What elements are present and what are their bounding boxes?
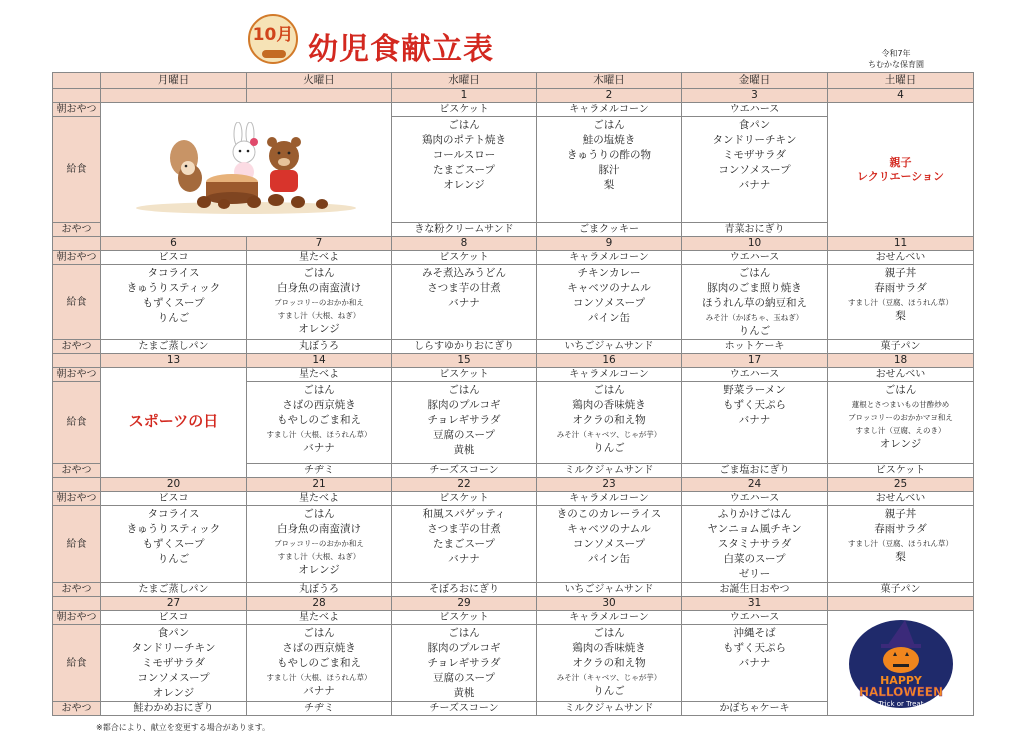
am-snack-cell: ビスコ [101,611,247,625]
lunch-cell [101,506,247,583]
menu-item: 豚肉のごま照り焼き [707,282,802,294]
lunch-cell [247,625,392,702]
date-cell: 3 [682,89,828,103]
menu-item: バナナ [303,442,335,454]
pm-snack-cell: ビスケット [828,464,974,478]
menu-item: すまし汁（大根、ねぎ） [277,311,361,320]
pumpkin-icon [883,647,919,673]
menu-item: もずく天ぷら [723,642,786,654]
menu-item: ごはん [448,384,480,396]
lunch-cell [247,506,392,583]
menu-item: タコライス [147,267,200,279]
weekday-fri: 金曜日 [682,73,828,89]
rabbit-icon [233,122,258,182]
menu-item: オレンジ [298,564,340,576]
menu-item: オレンジ [879,438,922,450]
am-snack-label: 朝おやつ [53,251,101,265]
menu-item: ミモザサラダ [723,149,786,161]
menu-item: ごはん [448,119,480,131]
date-row-label [53,478,101,492]
menu-item: 野菜ラーメン [723,384,786,396]
date-cell: 4 [828,89,974,103]
date-cell: 2 [537,89,682,103]
menu-item: 梨 [895,310,906,322]
menu-item: 鶏肉の香味焼き [572,642,646,654]
am-snack-cell: 星たべよ [247,611,392,625]
halloween-title-text: HALLOWEEN [858,685,943,699]
menu-item: 豚汁 [598,164,620,176]
menu-item: たまごスープ [433,164,495,176]
weekday-sat: 土曜日 [828,73,974,89]
menu-item: すまし汁（豆腐、ほうれん草） [848,539,953,548]
week-1-date-row [53,89,974,103]
week-2-am-snack-row [53,251,974,265]
weekday-tue: 火曜日 [247,73,392,89]
am-snack-cell: ビスケット [392,103,537,117]
pumpkin-leaf-icon [262,50,286,58]
pm-snack-cell: 青菜おにぎり [682,223,828,237]
am-snack-cell: ウエハース [682,492,828,506]
lunch-cell [682,506,828,583]
menu-item: ヤンニョム風チキン [707,523,802,535]
menu-item: きゅうりスティック [126,523,221,535]
menu-item: 和風スパゲッティ [422,508,506,520]
am-snack-label: 朝おやつ [53,368,101,382]
pm-snack-cell: 鮭わかめおにぎり [101,702,247,716]
menu-item: もずくスープ [142,538,205,550]
menu-item: バナナ [738,179,771,191]
menu-item: ごはん [593,627,625,639]
date-cell [101,89,247,103]
date-cell: 10 [682,237,828,251]
lunch-cell [537,265,682,340]
lunch-cell [828,265,974,340]
lunch-cell [247,382,392,464]
pm-snack-cell: 菓子パン [828,583,974,597]
pm-snack-cell: 菓子パン [828,340,974,354]
pm-snack-cell: しらすゆかりおにぎり [392,340,537,354]
am-snack-cell: おせんべい [828,492,974,506]
weekday-wed: 水曜日 [392,73,537,89]
pm-snack-cell: チヂミ [247,702,392,716]
date-cell: 28 [247,597,392,611]
menu-item: 黄桃 [453,687,475,699]
menu-item: ブロッコリーのおかか和え [274,298,364,307]
lunch-cell [392,506,537,583]
date-cell: 22 [392,478,537,492]
week-5-am-snack-row [53,611,974,625]
menu-item: オクラの和え物 [572,657,646,669]
date-cell: 25 [828,478,974,492]
am-snack-cell: ウエハース [682,368,828,382]
weekday-thu: 木曜日 [537,73,682,89]
am-snack-cell: ビスケット [392,492,537,506]
week-3-date-row [53,354,974,368]
am-snack-cell: 星たべよ [247,251,392,265]
menu-item: 鶏肉の香味焼き [572,399,646,411]
am-snack-cell: 星たべよ [247,492,392,506]
menu-item: ごはん [303,267,335,279]
pm-snack-cell: 丸ぼうろ [247,340,392,354]
squirrel-bear-chestnut-illustration [126,122,366,218]
menu-item: 豆腐のスープ [433,672,495,684]
pm-snack-cell: かぼちゃケーキ [682,702,828,716]
am-snack-label: 朝おやつ [53,103,101,117]
week-5-date-row [53,597,974,611]
menu-item: もやしのごま和え [277,657,361,669]
pm-snack-cell: たまご蒸しパン [101,340,247,354]
week-4-lunch-row [53,506,974,583]
menu-item: すまし汁（大根、ねぎ） [277,552,361,561]
menu-item: 豚肉のプルコギ [427,399,501,411]
menu-item: すまし汁（大根、ほうれん草） [266,673,372,682]
menu-item: 豚肉のプルコギ [427,642,501,654]
pm-snack-label: おやつ [53,464,101,478]
date-cell: 24 [682,478,828,492]
month-badge-text: 10月 [252,25,294,45]
menu-item: ごはん [448,627,480,639]
date-row-label [53,89,101,103]
menu-item: ごはん [884,384,917,396]
week-2-date-row [53,237,974,251]
page-header [0,0,1024,72]
halloween-illustration [841,616,961,710]
lunch-label: 給食 [53,265,101,340]
week-4-am-snack-row [53,492,974,506]
date-cell: 14 [247,354,392,368]
pm-snack-cell: 丸ぼうろ [247,583,392,597]
am-snack-cell: キャラメルコーン [537,251,682,265]
menu-item: 黄桃 [453,444,475,456]
menu-item: すまし汁（大根、ほうれん草） [266,430,372,439]
am-snack-cell: ビスコ [101,492,247,506]
pm-snack-cell: チーズスコーン [392,702,537,716]
menu-item: さばの西京焼き [282,399,356,411]
date-cell: 23 [537,478,682,492]
menu-item: りんご [593,442,625,454]
menu-item: バナナ [448,553,480,565]
menu-item: もずく天ぷら [723,399,786,411]
week-4-pm-snack-row [53,583,974,597]
date-cell: 11 [828,237,974,251]
event-text: 親子 レクリエーション [856,155,945,183]
menu-item: タンドリーチキン [712,134,797,146]
lunch-label: 給食 [53,117,101,223]
menu-item: 鶏肉のポテト焼き [422,134,506,146]
date-cell: 1 [392,89,537,103]
date-cell: 9 [537,237,682,251]
lunch-cell [101,265,247,340]
halloween-trick-text: Trick or Treat [878,700,923,708]
menu-item: オレンジ [443,179,485,191]
lunch-cell [392,625,537,702]
weekday-mon: 月曜日 [101,73,247,89]
date-cell: 15 [392,354,537,368]
menu-item: 食パン [738,119,771,131]
menu-item: 白身魚の南蛮漬け [277,523,361,535]
menu-item: 梨 [603,179,615,191]
pm-snack-label: おやつ [53,223,101,237]
menu-item: バナナ [448,297,480,309]
menu-item: チョレギサラダ [427,414,501,426]
menu-item: もずくスープ [142,297,205,309]
am-snack-cell: おせんべい [828,251,974,265]
date-cell: 30 [537,597,682,611]
menu-item: キャベツのナムル [567,282,651,294]
am-snack-cell: 星たべよ [247,368,392,382]
lunch-label: 給食 [53,625,101,702]
menu-item: 蓮根とさつまいもの甘酢炒め [851,400,950,409]
menu-item: みそ煮込みうどん [422,267,506,279]
menu-item: キャベツのナムル [567,523,651,535]
menu-item: コールスロー [432,149,496,161]
menu-item: りんご [157,312,190,324]
menu-item: りんご [593,685,625,697]
event-cell-parent-recreation [828,103,974,237]
am-snack-cell: キャラメルコーン [537,368,682,382]
pm-snack-cell: いちごジャムサンド [537,340,682,354]
menu-item: コンソメスープ [718,164,791,176]
menu-item: きゅうりの酢の物 [567,149,651,161]
lunch-cell [392,382,537,464]
menu-item: 沖縄そば [733,627,776,639]
menu-item: ほうれん草の納豆和え [702,297,807,309]
am-snack-cell: キャラメルコーン [537,492,682,506]
menu-item: オレンジ [298,323,340,335]
footnote: ※都合により、献立を変更する場合があります。 [96,723,271,732]
menu-item: 春雨サラダ [874,523,927,535]
menu-item: 食パン [157,627,190,639]
lunch-cell [247,265,392,340]
am-snack-cell: おせんべい [828,368,974,382]
menu-item: さつま芋の甘煮 [427,282,501,294]
menu-item: 梨 [895,551,906,563]
menu-item: スタミナサラダ [717,538,792,550]
menu-item: 白菜のスープ [723,553,786,565]
org-name: ちむかな保育園 [868,60,924,69]
menu-item: もやしのごま和え [277,414,361,426]
lunch-label: 給食 [53,506,101,583]
date-cell: 16 [537,354,682,368]
weekday-header-row [53,73,974,89]
date-cell: 31 [682,597,828,611]
pm-snack-label: おやつ [53,702,101,716]
am-snack-cell: ウエハース [682,103,828,117]
am-snack-cell: ビスケット [392,611,537,625]
event-text: スポーツの日 [128,412,219,430]
menu-item: コンソメスープ [572,297,646,309]
lunch-cell [537,625,682,702]
date-cell [828,597,974,611]
menu-item: 鮭の塩焼き [582,134,636,146]
menu-item: りんご [157,553,190,565]
menu-item: ごはん [303,627,335,639]
pm-snack-cell: ごまクッキー [537,223,682,237]
menu-item: みそ汁（かぼちゃ、玉ねぎ） [705,313,804,322]
lunch-cell [537,117,682,223]
menu-item: ブロッコリーのおかかマヨ和え [848,413,953,422]
era-text: 令和7年 [881,49,911,58]
am-snack-cell: キャラメルコーン [537,611,682,625]
date-cell [247,89,392,103]
pm-snack-cell: ホットケーキ [682,340,828,354]
menu-item: きのこのカレーライス [556,508,662,520]
pm-snack-cell: ミルクジャムサンド [537,702,682,716]
menu-item: すまし汁（豆腐、ほうれん草） [848,298,953,307]
event-cell-sports-day [101,368,247,478]
menu-item: ふりかけごはん [717,508,792,520]
pm-snack-cell: そぼろおにぎり [392,583,537,597]
menu-item: オレンジ [152,687,195,699]
menu-item: ごはん [303,508,335,520]
menu-item: たまごスープ [433,538,495,550]
am-snack-cell: ウエハース [682,251,828,265]
menu-table [52,72,974,716]
menu-item: バナナ [738,657,771,669]
lunch-cell [682,117,828,223]
lunch-cell [537,506,682,583]
menu-item: みそ汁（キャベツ、じゃが芋） [556,430,662,439]
pm-snack-label: おやつ [53,583,101,597]
menu-item: パイン缶 [588,312,630,324]
am-snack-cell: キャラメルコーン [537,103,682,117]
date-row-label [53,237,101,251]
menu-item: タンドリーチキン [131,642,216,654]
menu-item: バナナ [303,685,335,697]
squirrel-icon [170,140,202,192]
corner-cell [53,73,101,89]
date-cell: 6 [101,237,247,251]
date-cell: 20 [101,478,247,492]
menu-item: チキンカレー [577,267,641,279]
pm-snack-cell: チーズスコーン [392,464,537,478]
menu-item: りんご [738,325,771,337]
lunch-cell [101,625,247,702]
menu-item: ごはん [593,119,625,131]
menu-item: ごはん [593,384,625,396]
date-cell: 13 [101,354,247,368]
date-cell: 18 [828,354,974,368]
menu-item: すまし汁（豆腐、えのき） [855,426,946,435]
date-cell: 8 [392,237,537,251]
am-snack-label: 朝おやつ [53,492,101,506]
pm-snack-label: おやつ [53,340,101,354]
menu-item: ごはん [738,267,771,279]
week-2-lunch-row [53,265,974,340]
menu-item: ゼリー [738,568,771,580]
am-snack-cell: ビスケット [392,368,537,382]
menu-item: みそ汁（キャベツ、じゃが芋） [556,673,662,682]
menu-item: 春雨サラダ [874,282,927,294]
halloween-cell [828,611,974,716]
menu-item: 白身魚の南蛮漬け [277,282,361,294]
lunch-cell [828,382,974,464]
lunch-cell [682,265,828,340]
week-1-am-snack-row [53,103,974,117]
date-cell: 29 [392,597,537,611]
menu-item: 親子丼 [884,508,917,520]
lunch-cell [392,117,537,223]
date-row-label [53,597,101,611]
month-badge [248,14,298,64]
date-cell: 7 [247,237,392,251]
date-row-label [53,354,101,368]
menu-item: きゅうりスティック [126,282,221,294]
illustration-cell [101,103,392,237]
pm-snack-cell: いちごジャムサンド [537,583,682,597]
am-snack-cell: ウエハース [682,611,828,625]
menu-item: オクラの和え物 [572,414,646,426]
org-info [868,48,924,70]
halloween-happy-text: HAPPY [879,674,922,687]
menu-item: ブロッコリーのおかか和え [274,539,364,548]
lunch-cell [682,625,828,702]
date-cell: 17 [682,354,828,368]
lunch-cell [682,382,828,464]
menu-item: ミモザサラダ [142,657,205,669]
pm-snack-cell: たまご蒸しパン [101,583,247,597]
menu-item: コンソメスープ [137,672,210,684]
am-snack-cell: ビスケット [392,251,537,265]
menu-item: タコライス [147,508,200,520]
menu-item: さつま芋の甘煮 [427,523,501,535]
pm-snack-cell: ミルクジャムサンド [537,464,682,478]
lunch-label: 給食 [53,382,101,464]
week-4-date-row [53,478,974,492]
pm-snack-cell: チヂミ [247,464,392,478]
am-snack-label: 朝おやつ [53,611,101,625]
menu-item: パイン缶 [588,553,630,565]
menu-item: ごはん [303,384,335,396]
pm-snack-cell: お誕生日おやつ [682,583,828,597]
lunch-cell [537,382,682,464]
pm-snack-cell: ごま塩おにぎり [682,464,828,478]
menu-item: バナナ [738,414,771,426]
date-cell: 27 [101,597,247,611]
pm-snack-cell: きな粉クリームサンド [392,223,537,237]
menu-item: チョレギサラダ [427,657,501,669]
lunch-cell [392,265,537,340]
menu-item: 親子丼 [884,267,917,279]
date-cell: 21 [247,478,392,492]
am-snack-cell: ビスコ [101,251,247,265]
menu-item: コンソメスープ [572,538,646,550]
menu-item: 豆腐のスープ [433,429,495,441]
week-2-pm-snack-row [53,340,974,354]
page-title: 幼児食献立表 [308,32,494,67]
bear-icon [267,137,301,192]
week-3-am-snack-row [53,368,974,382]
menu-item: さばの西京焼き [282,642,356,654]
lunch-cell [828,506,974,583]
